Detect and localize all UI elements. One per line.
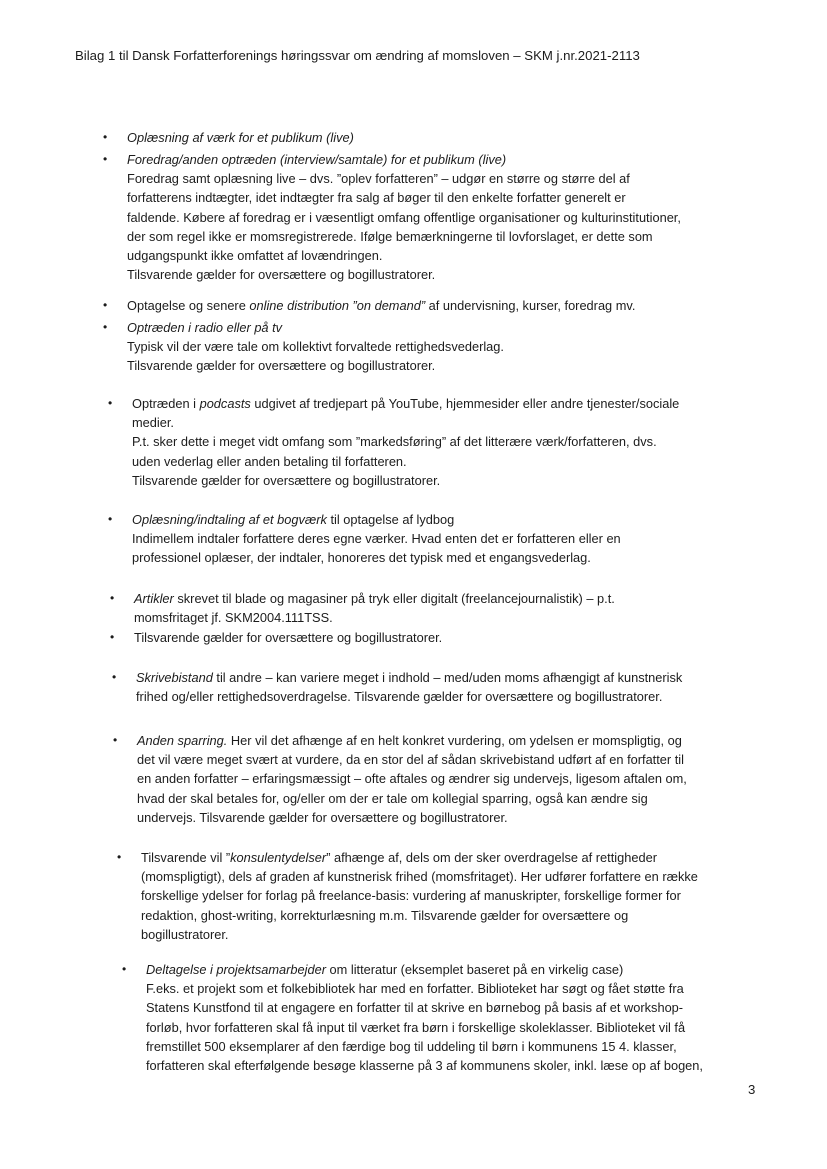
- list-item: [122, 960, 806, 1075]
- text-line: [137, 808, 797, 827]
- body-text: uden vederlag eller anden betaling til forfatteren.: [132, 453, 407, 469]
- italic-text: Optræden i radio eller på tv: [127, 320, 283, 335]
- text-line: [127, 318, 787, 337]
- text-line: [132, 432, 792, 451]
- body-text: Tilsvarende gælder for oversættere og bogillustratorer.: [134, 630, 443, 645]
- italic-text: Anden sparring.: [137, 733, 228, 748]
- body-text: om litteratur (eksemplet baseret på en virkelig case): [325, 962, 624, 977]
- italic-text: konsulentydelser: [230, 850, 327, 865]
- body-text: (momspligtigt), dels af graden af kunstnerisk frihed (momsfritaget). Her udfører forfattere en række: [141, 869, 698, 885]
- list-item: [110, 589, 794, 627]
- text-line: [141, 925, 801, 944]
- body-text: udgivet af tredjepart på YouTube, hjemmesider eller andre tjenester/sociale: [250, 396, 680, 411]
- bullet-icon: •: [122, 962, 127, 976]
- text-line: [127, 169, 787, 188]
- body-text: F.eks. et projekt som et folkebibliotek har med en forfatter. Biblioteket har søgt og fået støtte fra: [146, 981, 684, 997]
- bullet-icon: •: [108, 512, 113, 526]
- body-text: Statens Kunstfond til at engagere en forfatter til at skrive en børnebog på basis af et workshop-: [146, 1000, 684, 1016]
- body-text: medier.: [132, 415, 174, 431]
- text-line: [137, 750, 797, 769]
- body-text: hvad der skal betales for, og/eller om der er tale om kollegial sparring, også kan ændre sig: [137, 790, 648, 806]
- text-line: [132, 413, 792, 432]
- body-text: forfatteren skal efterfølgende besøge klasserne på 3 af kommunens skoler, inkl. læse op af bogen,: [146, 1058, 703, 1074]
- text-line: [127, 296, 787, 315]
- text-line: [146, 998, 806, 1017]
- body-text: forløb, hvor forfatteren skal få input til værket fra børn i forskellige skoleklasser. Biblioteket vil få: [146, 1019, 686, 1035]
- body-text: skrevet til blade og magasiner på tryk eller digitalt (freelancejournalistik) – p.t.: [173, 591, 615, 606]
- text-line: [127, 246, 787, 265]
- text-line: [127, 227, 787, 246]
- text-line: [136, 668, 796, 687]
- bullet-icon: •: [117, 850, 122, 864]
- body-text: til andre – kan variere meget i indhold – med/uden moms afhængigt af kunstnerisk: [212, 670, 683, 685]
- italic-text: Skrivebistand: [136, 670, 213, 685]
- text-line: [134, 589, 794, 608]
- body-text: faldende. Købere af foredrag er i væsentligt omfang offentlige organisationer og kulturinstitutioner,: [127, 209, 681, 225]
- text-line: [146, 1018, 806, 1037]
- text-line: [137, 789, 797, 808]
- body-text: Tilsvarende gælder for oversættere og bogillustratorer.: [127, 267, 436, 283]
- list-item: [110, 628, 794, 647]
- list-item: [103, 128, 787, 147]
- text-line: [141, 848, 801, 867]
- italic-text: podcasts: [199, 396, 251, 411]
- bullet-icon: •: [103, 130, 108, 144]
- text-line: [132, 452, 792, 471]
- list-item: [103, 296, 787, 315]
- body-text: Optræden i: [132, 396, 200, 411]
- body-text: Tilsvarende vil ”: [141, 850, 231, 865]
- bullet-icon: •: [108, 396, 113, 410]
- body-text: redaktion, ghost-writing, korrekturlæsning m.m. Tilsvarende gælder for oversættere og: [141, 907, 629, 923]
- body-text: P.t. sker dette i meget vidt omfang som ”markedsføring” af det litterære værk/forfatteren, dvs.: [132, 434, 657, 450]
- body-text: forskellige ydelser for forlag på freelance-basis: vurdering af manuskripter, forskellige former for: [141, 888, 681, 904]
- body-text: til optagelse af lydbog: [326, 512, 455, 527]
- list-item: [108, 510, 792, 568]
- body-text: Her vil det afhænge af en helt konkret vurdering, om ydelsen er momspligtig, og: [227, 733, 682, 748]
- body-text: Indimellem indtaler forfattere deres egne værker. Hvad enten det er forfatteren eller en: [132, 531, 621, 547]
- body-text: af undervisning, kurser, foredrag mv.: [425, 298, 636, 313]
- body-text: en anden forfatter – erfaringsmæssigt – ofte aftales og ændrer sig undervejs, ligesom aftalen om,: [137, 771, 687, 787]
- bullet-icon: •: [103, 152, 108, 166]
- text-line: [141, 886, 801, 905]
- body-text: frihed og/eller rettighedsoverdragelse. Tilsvarende gælder for oversættere og bogillustratorer.: [136, 689, 663, 705]
- text-line: [127, 265, 787, 284]
- bullet-icon: •: [103, 320, 108, 334]
- body-text: udgangspunkt ikke omfattet af lovændringen.: [127, 248, 383, 264]
- text-line: [127, 337, 787, 356]
- bullet-icon: •: [112, 670, 117, 684]
- bullet-icon: •: [103, 298, 108, 312]
- list-item: [112, 668, 796, 706]
- text-line: [141, 906, 801, 925]
- text-line: [137, 731, 797, 750]
- page-number: 3: [748, 1082, 756, 1097]
- italic-text: Deltagelse i projektsamarbejder: [146, 962, 326, 977]
- body-text: professionel oplæser, der indtaler, honoreres det typisk med et engangsvederlag.: [132, 550, 591, 566]
- text-line: [127, 356, 787, 375]
- italic-text: Foredrag/anden optræden (interview/samtale) for et publikum (live): [127, 152, 507, 167]
- text-line: [127, 188, 787, 207]
- list-item: [103, 150, 787, 284]
- text-line: [132, 510, 792, 529]
- bullet-icon: •: [110, 591, 115, 605]
- bullet-icon: •: [113, 733, 118, 747]
- text-line: [137, 769, 797, 788]
- body-text: Foredrag samt oplæsning live – dvs. ”oplev forfatteren” – udgør en større og større del af: [127, 171, 630, 187]
- list-item: [103, 318, 787, 376]
- text-line: [146, 1056, 806, 1075]
- text-line: [146, 1037, 806, 1056]
- text-line: [132, 471, 792, 490]
- text-line: [134, 628, 794, 647]
- text-line: [127, 208, 787, 227]
- text-line: [132, 548, 792, 567]
- body-text: forfatterens indtægter, idet indtægter fra salg af bøger til den enkelte forfatter generelt er: [127, 190, 626, 206]
- body-text: momsfritaget jf. SKM2004.111TSS.: [134, 610, 333, 626]
- body-text: Typisk vil der være tale om kollektivt forvaltede rettighedsvederlag.: [127, 339, 504, 355]
- text-line: [127, 150, 787, 169]
- text-line: [132, 529, 792, 548]
- body-text: der som regel ikke er momsregistrerede. Ifølge bemærkningerne til lovforslaget, er dette som: [127, 228, 653, 244]
- text-line: [127, 128, 787, 147]
- text-line: [134, 608, 794, 627]
- text-line: [141, 867, 801, 886]
- italic-text: online distribution ”on demand”: [249, 298, 426, 313]
- text-line: [146, 979, 806, 998]
- body-text: bogillustratorer.: [141, 926, 229, 942]
- body-text: Tilsvarende gælder for oversættere og bogillustratorer.: [127, 358, 436, 374]
- text-line: [136, 687, 796, 706]
- body-text: det vil være meget svært at vurdere, da en stor del af sådan skrivebistand udført af en forfatter til: [137, 752, 684, 768]
- list-item: [108, 394, 792, 490]
- list-item: [117, 848, 801, 944]
- body-text: ” afhænge af, dels om der sker overdragelse af rettigheder: [326, 850, 657, 865]
- text-line: [132, 394, 792, 413]
- text-line: [146, 960, 806, 979]
- body-text: Optagelse og senere: [127, 298, 250, 313]
- italic-text: Artikler: [134, 591, 174, 606]
- body-text: fremstillet 500 eksemplarer af den færdige bog til uddeling til børn i kommunens 15 4. klasser,: [146, 1038, 677, 1054]
- italic-text: Oplæsning/indtaling af et bogværk: [132, 512, 327, 527]
- body-text: undervejs. Tilsvarende gælder for oversættere og bogillustratorer.: [137, 809, 508, 825]
- italic-text: Oplæsning af værk for et publikum (live): [127, 130, 354, 145]
- body-text: Tilsvarende gælder for oversættere og bogillustratorer.: [132, 472, 441, 488]
- bullet-icon: •: [110, 630, 115, 644]
- document-header: Bilag 1 til Dansk Forfatterforenings høringssvar om ændring af momsloven – SKM j.nr.2021-2113: [75, 48, 640, 63]
- list-item: [113, 731, 797, 827]
